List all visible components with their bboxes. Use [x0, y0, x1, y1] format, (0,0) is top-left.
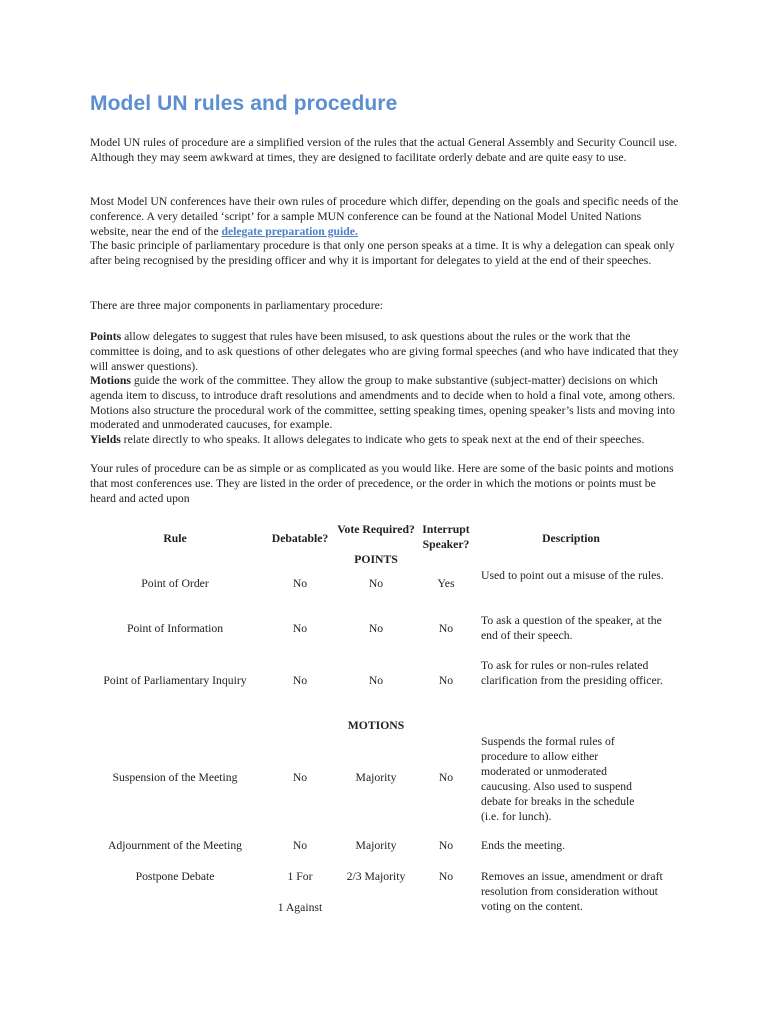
points-text: allow delegates to suggest that rules have been misused, to ask questions about the rules or the work that the committee is doing, and to ask questions of other delegates who are giving formal speeches (and who have indicated that they will answer questions).	[90, 330, 679, 373]
table-row-rule: Suspension of the Meeting	[112, 771, 238, 784]
order-paragraph: Your rules of procedure can be as simple or as complicated as you would like. Here are some of the basic points and motions that most conferences use. They are listed in the order of precedence, or the order in which the motions or points must be heard and acted upon	[90, 462, 674, 505]
header-vote-required: Vote Required?	[337, 523, 415, 536]
section-points: POINTS	[354, 553, 398, 566]
table-row-debatable: 1 For	[287, 870, 313, 883]
yields-paragraph	[90, 433, 680, 448]
table-row-interrupt: No	[438, 674, 454, 687]
table-row-description: To ask a question of the speaker, at the end of their speech.	[481, 614, 662, 642]
principle-paragraph: The basic principle of parliamentary procedure is that only one person speaks at a time. It is why a delegation can speak only after being recognised by the presiding officer and why it is important for delegates to yield at the end of their speeches.	[90, 239, 675, 267]
yields-label: Yields	[90, 433, 121, 446]
page-title: Model UN rules and procedure	[90, 92, 398, 115]
conferences-text: Most Model UN conferences have their own rules of procedure which differ, depending on the goals and specific needs of the conference. A very detailed ‘script’ for a sample MUN conference can be found at the National Model United Nations website, near the end of the	[90, 195, 679, 238]
table-row-rule: Point of Order	[141, 577, 209, 590]
table-row-vote: No	[368, 674, 384, 687]
delegate-preparation-guide-link[interactable]: delegate preparation guide.	[221, 224, 358, 238]
table-row-description: Used to point out a misuse of the rules.	[481, 569, 664, 582]
yields-text: relate directly to who speaks. It allows delegates to indicate who gets to speak next at the end of their speeches.	[120, 433, 645, 446]
table-row-debatable: No	[292, 622, 308, 635]
motions-label: Motions	[90, 374, 131, 387]
header-debatable: Debatable?	[271, 532, 329, 545]
motions-paragraph	[90, 374, 680, 433]
components-intro: There are three major components in parliamentary procedure:	[90, 299, 384, 312]
table-row-rule: Postpone Debate	[135, 870, 215, 883]
intro-paragraph: Model UN rules of procedure are a simplified version of the rules that the actual General Assembly and Security Council use. Although they may seem awkward at times, they are designed to facilitate orderly debate and are quite easy to use.	[90, 136, 678, 164]
table-row-description: Ends the meeting.	[481, 839, 566, 852]
conferences-paragraph	[90, 195, 680, 239]
table-row-rule: Adjournment of the Meeting	[107, 839, 243, 852]
points-paragraph	[90, 330, 680, 374]
table-row-description: Suspends the formal rules of procedure to allow either moderated or unmoderated caucusing. Also used to suspend debate for breaks in the schedule (i.e. for lunch).	[481, 735, 635, 823]
table-row-debatable: No	[292, 839, 308, 852]
table-row-debatable: No	[292, 674, 308, 687]
table-row-vote: Majority	[355, 839, 397, 852]
table-row-description: To ask for rules or non-rules related clarification from the presiding officer.	[481, 659, 663, 687]
table-row-interrupt: Yes	[437, 577, 455, 590]
header-interrupt-speaker: Interrupt Speaker?	[422, 523, 470, 551]
table-row-rule: Point of Parliamentary Inquiry	[103, 674, 247, 687]
table-row-vote: No	[368, 622, 384, 635]
table-row-vote: Majority	[355, 771, 397, 784]
points-label: Points	[90, 330, 122, 343]
table-row-description: Removes an issue, amendment or draft resolution from consideration without voting on the content.	[481, 870, 663, 913]
table-row-interrupt: No	[438, 771, 454, 784]
table-row-debatable: No	[292, 771, 308, 784]
table-row-vote: No	[368, 577, 384, 590]
table-row-debatable-extra: 1 Against	[277, 901, 323, 914]
table-row-interrupt: No	[438, 622, 454, 635]
table-row-interrupt: No	[438, 870, 454, 883]
header-rule: Rule	[163, 532, 187, 545]
table-row-rule: Point of Information	[126, 622, 224, 635]
header-description: Description	[542, 532, 600, 545]
motions-text: guide the work of the committee. They allow the group to make substantive (subject-matter) decisions on which agenda item to discuss, to introduce draft resolutions and amendments and to decide when to hold a final vote, among others. Motions also structure the procedural work of the committee, setting speaking times, opening speaker’s lists and moving into moderated and unmoderated caucuses, for example.	[90, 374, 676, 432]
table-row-interrupt: No	[438, 839, 454, 852]
section-motions: MOTIONS	[347, 719, 405, 732]
table-row-vote: 2/3 Majority	[346, 870, 406, 883]
table-row-debatable: No	[292, 577, 308, 590]
